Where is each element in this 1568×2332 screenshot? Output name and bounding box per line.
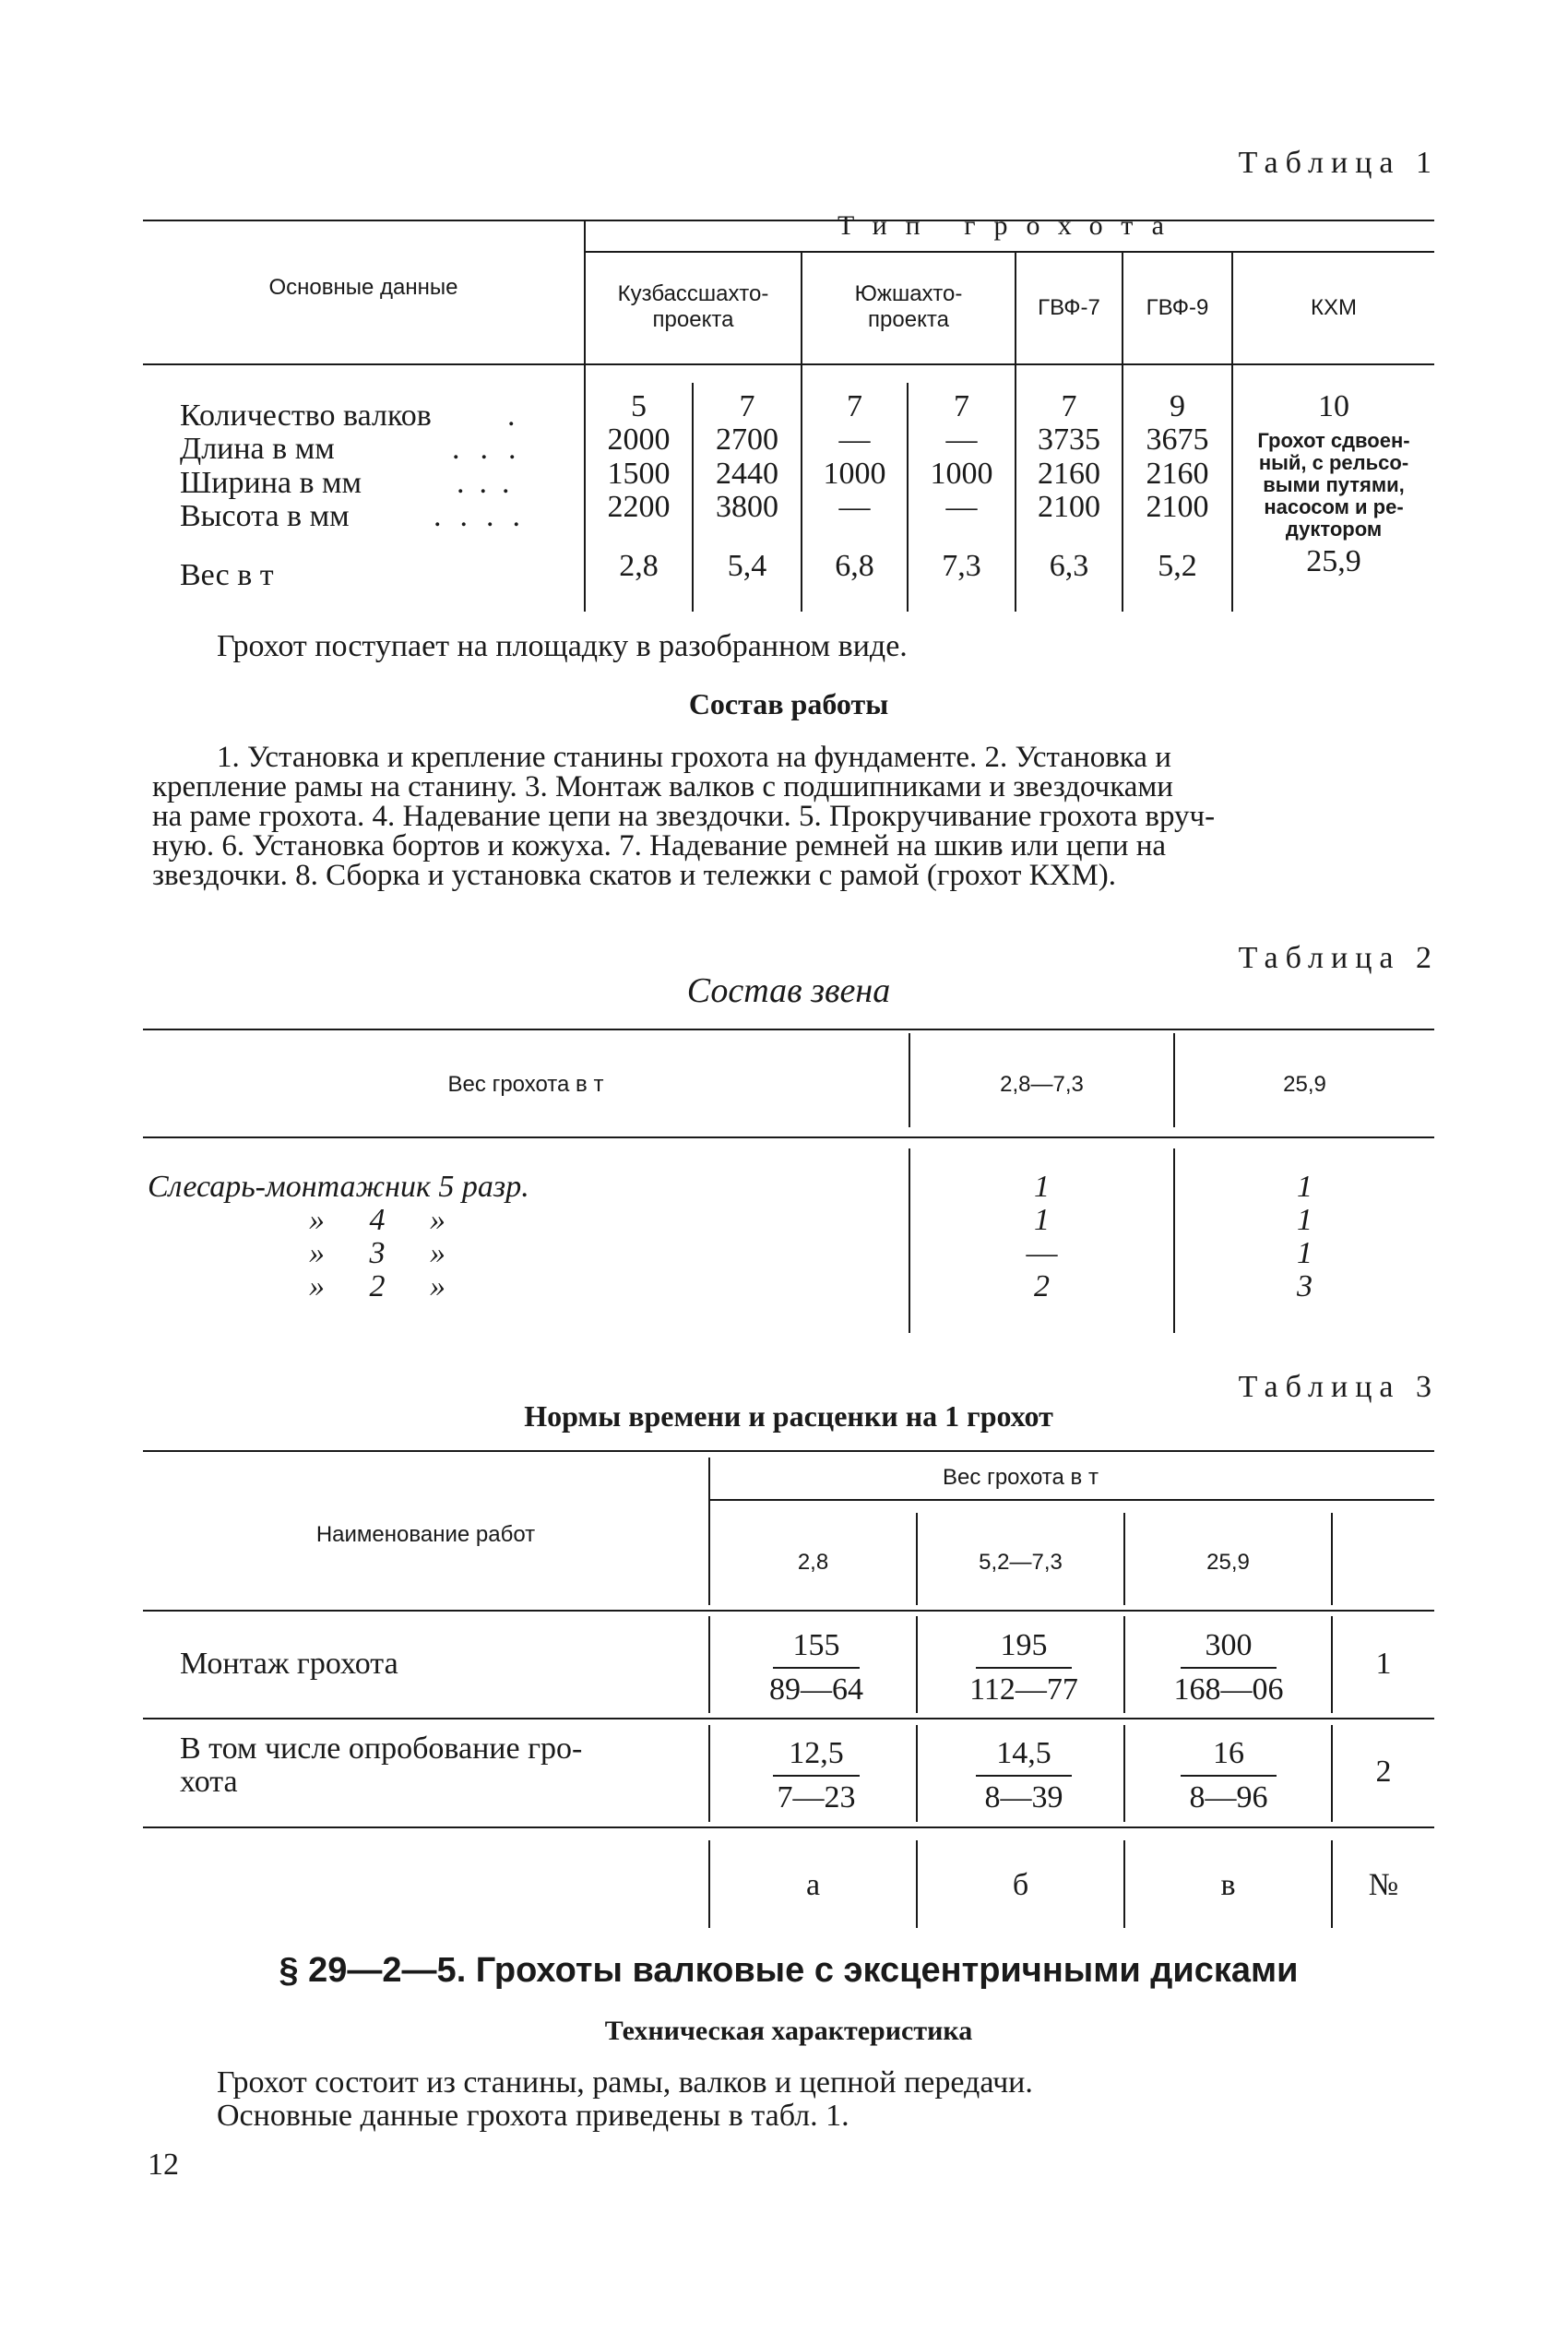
table3-row-number: 1 [1375,1647,1392,1681]
table1-cell: 2100 [1038,490,1100,524]
table3-fraction: 12,5 7—23 [756,1736,876,1815]
table3-header-col: 2,8 [797,1550,829,1575]
table1-khm-note: Грохот сдвоен- ный, с рельсо- выми путями, насосом и ре- дуктором [1257,429,1410,541]
leader-dots: . [507,399,516,433]
table2-cell: 1 [1034,1170,1050,1204]
table1-cell: — [945,422,978,457]
table1-cell: 7 [954,389,969,423]
table3-footer: в [1220,1868,1236,1902]
table1-cell: 7,3 [942,549,981,583]
table3-row-rule [143,1718,1434,1719]
table3-header-rule [143,1610,1434,1612]
table3-fraction: 155 89—64 [769,1628,863,1707]
table1-row-header: Основные данные [268,275,458,300]
table1-cell: 2160 [1038,457,1100,491]
table3-row-label: В том числе опробование гро- хота [180,1731,583,1799]
table1-row-label: Высота в мм [180,499,350,533]
table2-cell: 3 [1297,1269,1313,1303]
leader-dots: ... [452,432,537,466]
table1-group-rule [586,251,1434,253]
table2-cell: 1 [1034,1203,1050,1237]
table1-cell: 2200 [607,490,671,524]
table3-vline [1123,1616,1125,1713]
table2-cell: — [1026,1236,1058,1270]
table1-cell: 1000 [930,457,993,491]
page-number: 12 [148,2148,179,2182]
table1-cell: 5 [631,389,647,423]
tech-text: Грохот состоит из станины, рамы, валков и цепной передачи. Основные данные грохота приведены в табл. 1. [217,2065,1033,2133]
table2-row-label: » 4 » [309,1203,445,1237]
table3-footer: а [805,1868,821,1902]
table2-header-col: 2,8—7,3 [1000,1072,1084,1097]
table1-cell: 2700 [716,422,778,457]
table3-row-label: Монтаж грохота [180,1647,398,1681]
work-heading: Состав работы [688,687,889,720]
table2-cell: 1 [1297,1236,1313,1270]
table3-vline [708,1725,710,1822]
table1-cell: 7 [1061,389,1077,423]
table1-caption: Таблица 1 [1238,146,1439,180]
table3-fraction: 16 8—96 [1164,1736,1293,1815]
table1-cell: 25,9 [1306,544,1361,578]
table1-cell: 6,8 [835,549,874,583]
table2-row-label: Слесарь-монтажник 5 разр. [148,1170,529,1204]
table2-cell: 1 [1297,1203,1313,1237]
table2-row-label: » 2 » [309,1269,445,1303]
table1-cell: 9 [1170,389,1185,423]
table3-vline [916,1616,918,1713]
leader-dots: ... [457,466,525,500]
table1-cell: — [838,422,871,457]
table1-cell: 6,3 [1049,549,1089,583]
table1-cell: 2100 [1146,490,1209,524]
table1-group-header: Тип грохота [837,210,1182,241]
table1-cell: 7 [739,389,755,423]
table2-header-label: Вес грохота в т [447,1072,604,1097]
table2-title: Состав звена [686,971,891,1010]
table1-col-gvf7: ГВФ-7 [1038,295,1100,320]
table1-cell: 5,2 [1158,549,1197,583]
table3-vline [916,1725,918,1822]
table1-cell: 10 [1318,389,1349,423]
table3-row-number: 2 [1375,1755,1392,1789]
table1-cell: 3800 [716,490,778,524]
table3-footer: № [1368,1868,1399,1902]
table1-cell: 2,8 [619,549,659,583]
table3-title: Нормы времени и расценки на 1 грохот [524,1399,1053,1433]
table3-footer: б [1012,1868,1029,1902]
table1-col-yuzh: Южшахто- проекта [854,281,963,332]
table3-header-label: Наименование работ [315,1522,536,1547]
table1-cell: 7 [847,389,862,423]
table1-row-label: Количество валков [180,399,432,433]
table1-row-label: Вес в т [180,558,274,592]
table2-row-label: » 3 » [309,1236,445,1270]
table1-row-label: Длина в мм [180,432,335,466]
table3-group-rule [710,1499,1434,1501]
table1-col-gvf9: ГВФ-9 [1146,295,1209,320]
tech-heading: Техническая характеристика [604,2016,973,2046]
table2-cell: 1 [1297,1170,1313,1204]
table1-cell: 3735 [1038,422,1100,457]
table3-fraction: 14,5 8—39 [959,1736,1088,1815]
table1-row-label: Ширина в мм [180,466,362,500]
table3-vline [1123,1725,1125,1822]
work-text: 1. Установка и крепление станины грохота на фундаменте. 2. Установка и крепление рамы на станину. 3. Монтаж валков с подшипниками и звездочками на раме грохота. 4. Надевание цепи на звездочки. 5. Прокручивание грохота вруч- ную. 6. Установка бортов и кожуха. 7. Надевание ремней на шкив или цепи на звездочки. 8. Сборка и установка скатов и тележки с рамой (грохот КХМ). [152,741,1216,892]
table3-header-col: 25,9 [1206,1550,1250,1575]
table2-cell: 2 [1034,1269,1050,1303]
table2-header-col: 25,9 [1283,1072,1326,1097]
section-title: § 29—2—5. Грохоты валковые с эксцентричными дисками [279,1951,1299,1990]
table1-cell: 2440 [716,457,778,491]
table1-cell: 5,4 [727,549,767,583]
table2-top-rule [143,1029,1434,1030]
table3-caption: Таблица 3 [1238,1370,1439,1404]
table1-cell: 2000 [607,422,671,457]
table2-header-rule [143,1136,1434,1138]
table3-vline [1331,1513,1333,1605]
table3-row-rule [143,1826,1434,1828]
note-text: Грохот поступает на площадку в разобранном виде. [217,629,908,663]
table2-caption: Таблица 2 [1238,941,1439,975]
table1-cell: 1000 [823,457,886,491]
table3-header-group: Вес грохота в т [943,1465,1099,1490]
table3-header-col: 5,2—7,3 [979,1550,1063,1575]
table3-vline [708,1616,710,1713]
table1-cell: 3675 [1146,422,1209,457]
table1-cell: — [945,490,978,524]
table3-top-rule [143,1450,1434,1452]
table1-cell: 1500 [607,457,671,491]
table1-col-khm: КХМ [1311,295,1357,320]
table1-col-kuzbass: Кузбассшахто- проекта [617,281,769,332]
table1-header-rule [143,363,1434,365]
table1-cell: 2160 [1146,457,1209,491]
table1-cell: — [838,490,871,524]
table3-fraction: 195 112—77 [969,1628,1078,1707]
table3-fraction: 300 168—06 [1173,1628,1284,1707]
leader-dots: .... [434,499,539,533]
